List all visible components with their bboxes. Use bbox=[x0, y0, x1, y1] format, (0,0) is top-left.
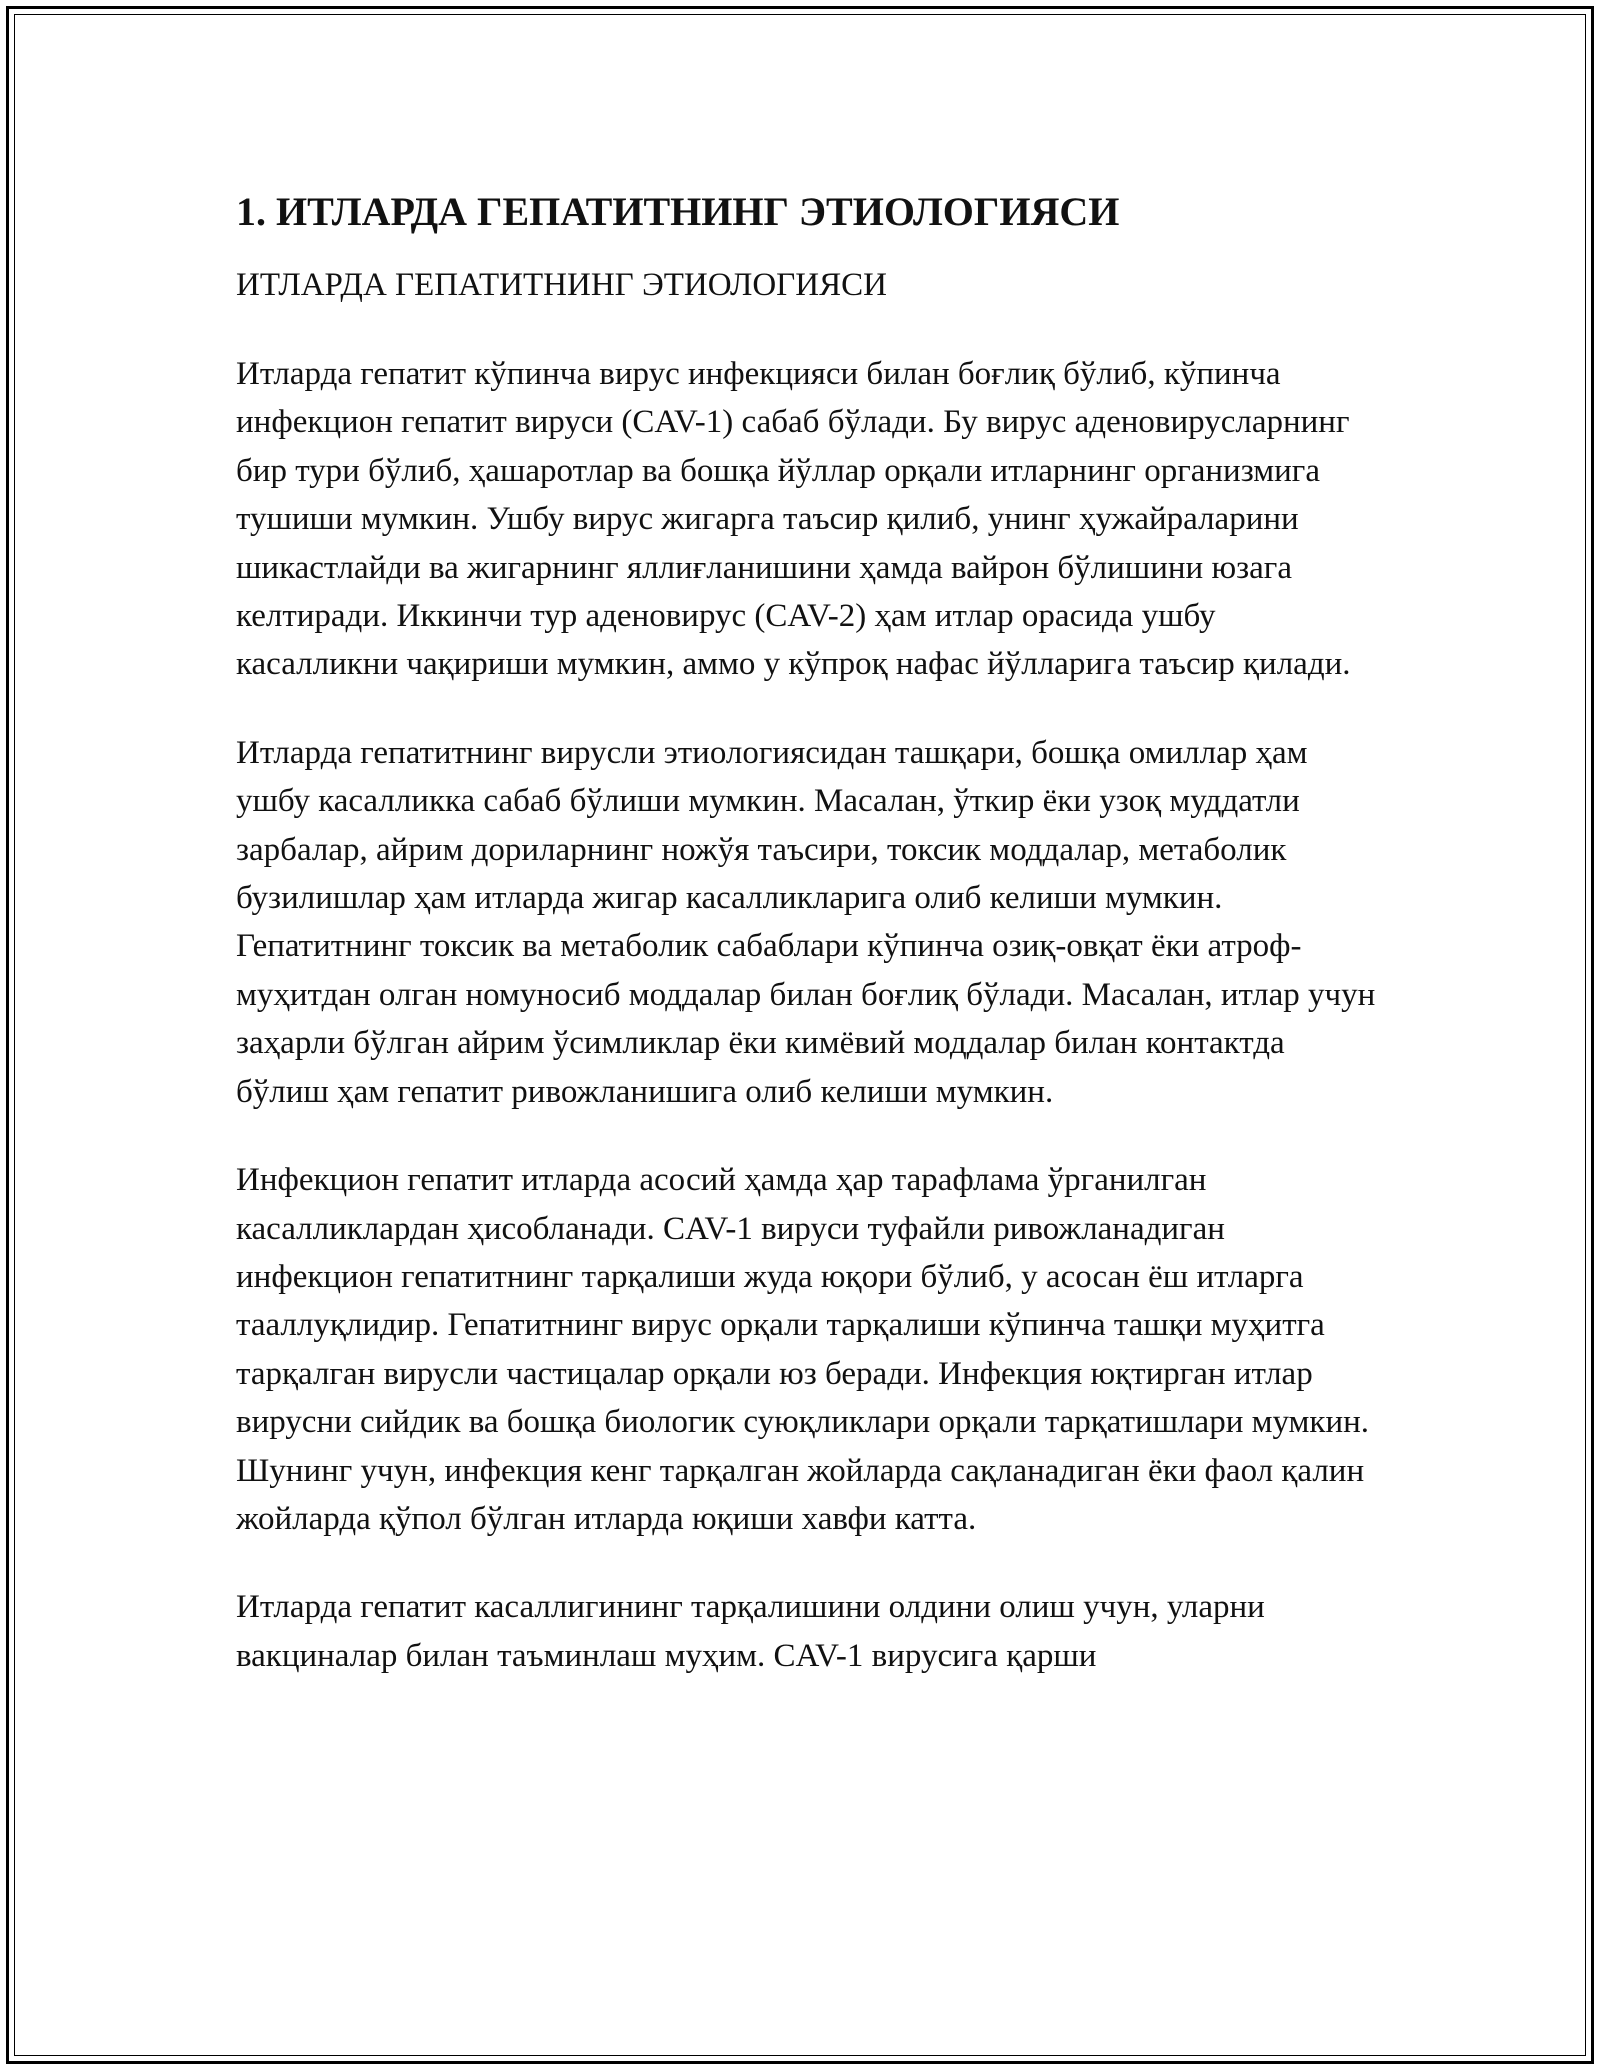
document-body bbox=[236, 186, 1376, 1680]
paragraph-2: Итларда гепатитнинг вирусли этиологиясидан ташқари, бошқа омиллар ҳам ушбу касалликка сабаб бўлиши мумкин. Масалан, ўткир ёки узоқ муддатли зарбалар, айрим дориларнинг ножўя таъсири, токсик моддалар, метаболик бузилишлар ҳам итларда жигар касалликларига олиб келиши мумкин. Гепатитнинг токсик ва метаболик сабаблари кўпинча озиқ-овқат ёки атроф-муҳитдан олган номуносиб моддалар билан боғлиқ бўлади. Масалан, итлар учун заҳарли бўлган айрим ўсимликлар ёки кимёвий моддалар билан контактда бўлиш ҳам гепатит ривожланишига олиб келиши мумкин. bbox=[236, 734, 1376, 1110]
document-title: 1. ИТЛАРДА ГЕПАТИТНИНГ ЭТИОЛОГИЯСИ bbox=[236, 189, 1120, 234]
paragraph-4: Итларда гепатит касаллигининг тарқалишини олдини олиш учун, уларни вакциналар билан таъминлаш муҳим. CAV-1 вирусига қарши bbox=[236, 1589, 1265, 1674]
paragraph-3: Инфекцион гепатит итларда асосий ҳамда ҳар тарафлама ўрганилган касалликлардан ҳисобланади. CAV-1 вируси туфайли ривожланадиган инфекцион гепатитнинг тарқалиши жуда юқори бўлиб, у асосан ёш итларга тааллуқлидир. Гепатитнинг вирус орқали тарқалиши кўпинча ташқи муҳитга тарқалган вирусли частицалар орқали юз беради. Инфекция юқтирган итлар вирусни сийдик ва бошқа биологик суюқликлари орқали тарқатишлари мумкин. Шунинг учун, инфекция кенг тарқалган жойларда сақланадиган ёки фаол қалин жойларда қўпол бўлган итларда юқиши хавфи катта. bbox=[236, 1162, 1370, 1537]
paragraph-1: Итларда гепатит кўпинча вирус инфекцияси билан боғлиқ бўлиб, кўпинча инфекцион гепатит вируси (CAV-1) сабаб бўлади. Бу вирус аденовирусларнинг бир тури бўлиб, ҳашаротлар ва бошқа йўллар орқали итларнинг организмига тушиши мумкин. Ушбу вирус жигарга таъсир қилиб, унинг ҳужайраларини шикастлайди ва жигарнинг яллиғланишини ҳамда вайрон бўлишини юзага келтиради. Иккинчи тур аденовирус (CAV-2) ҳам итлар орасида ушбу касалликни чақириши мумкин, аммо у кўпроқ нафас йўлларига таъсир қилади. bbox=[236, 356, 1351, 683]
document-subtitle: ИТЛАРДА ГЕПАТИТНИНГ ЭТИОЛОГИЯСИ bbox=[236, 267, 887, 303]
